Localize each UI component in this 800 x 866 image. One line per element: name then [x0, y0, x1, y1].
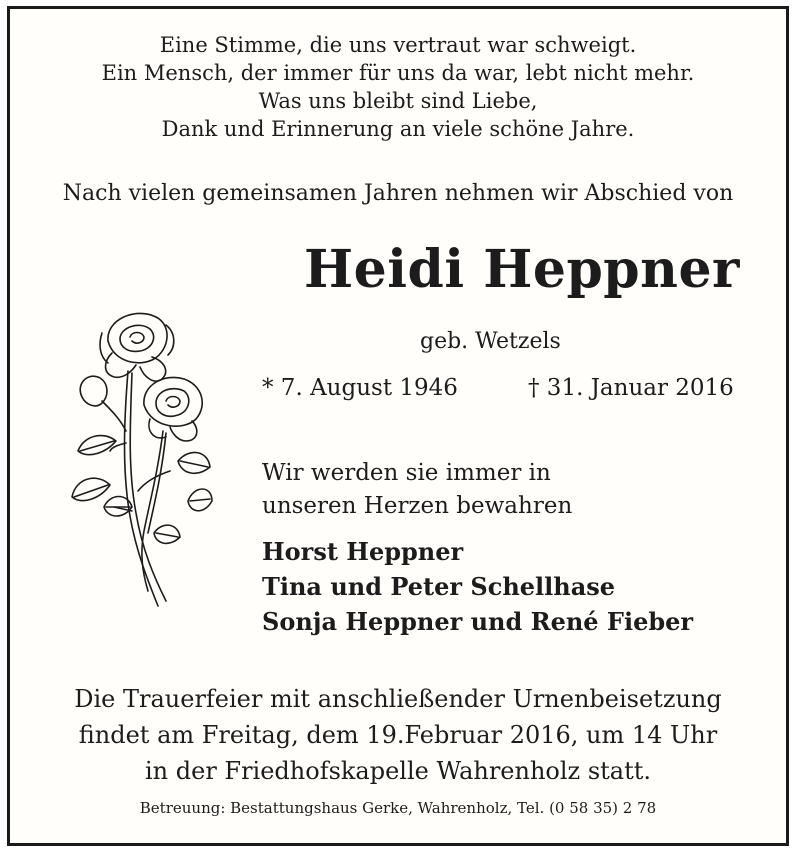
service-line: in der Friedhofskapelle Wahrenholz statt.	[144, 757, 652, 785]
farewell-intro: Nach vielen gemeinsamen Jahren nehmen wir Abschied von	[62, 181, 734, 206]
poem-line: Ein Mensch, der immer für uns da war, lebt nicht mehr.	[101, 61, 695, 85]
poem-line: Dank und Erinnerung an viele schöne Jahre.	[161, 117, 635, 141]
mourners-list	[262, 534, 693, 639]
service-line: Die Trauerfeier mit anschließender Urnenbeisetzung	[74, 685, 722, 713]
sentiment-line: Wir werden sie immer in	[262, 460, 551, 486]
poem-line: Was uns bleibt sind Liebe,	[258, 89, 538, 113]
funeral-home-footer: Betreuung: Bestattungshaus Gerke, Wahrenholz, Tel. (0 58 35) 2 78	[139, 799, 657, 817]
funeral-service-info	[10, 681, 786, 789]
mourner-name: Sonja Heppner und René Fieber	[262, 607, 694, 636]
poem-line: Eine Stimme, die uns vertraut war schweigt.	[159, 33, 637, 57]
deceased-name: Heidi Heppner	[304, 239, 740, 300]
birth-date: * 7. August 1946	[262, 375, 458, 401]
rose-icon	[58, 301, 213, 611]
sentiment-text	[262, 457, 572, 523]
mourner-name: Tina und Peter Schellhase	[262, 572, 616, 601]
service-line: findet am Freitag, dem 19.Februar 2016, um 14 Uhr	[78, 721, 718, 749]
maiden-name: geb. Wetzels	[420, 329, 561, 354]
memorial-poem	[10, 31, 786, 143]
mourner-name: Horst Heppner	[262, 537, 464, 566]
sentiment-line: unseren Herzen bewahren	[262, 493, 573, 519]
death-date: † 31. Januar 2016	[528, 375, 734, 401]
obituary-notice	[7, 6, 789, 846]
